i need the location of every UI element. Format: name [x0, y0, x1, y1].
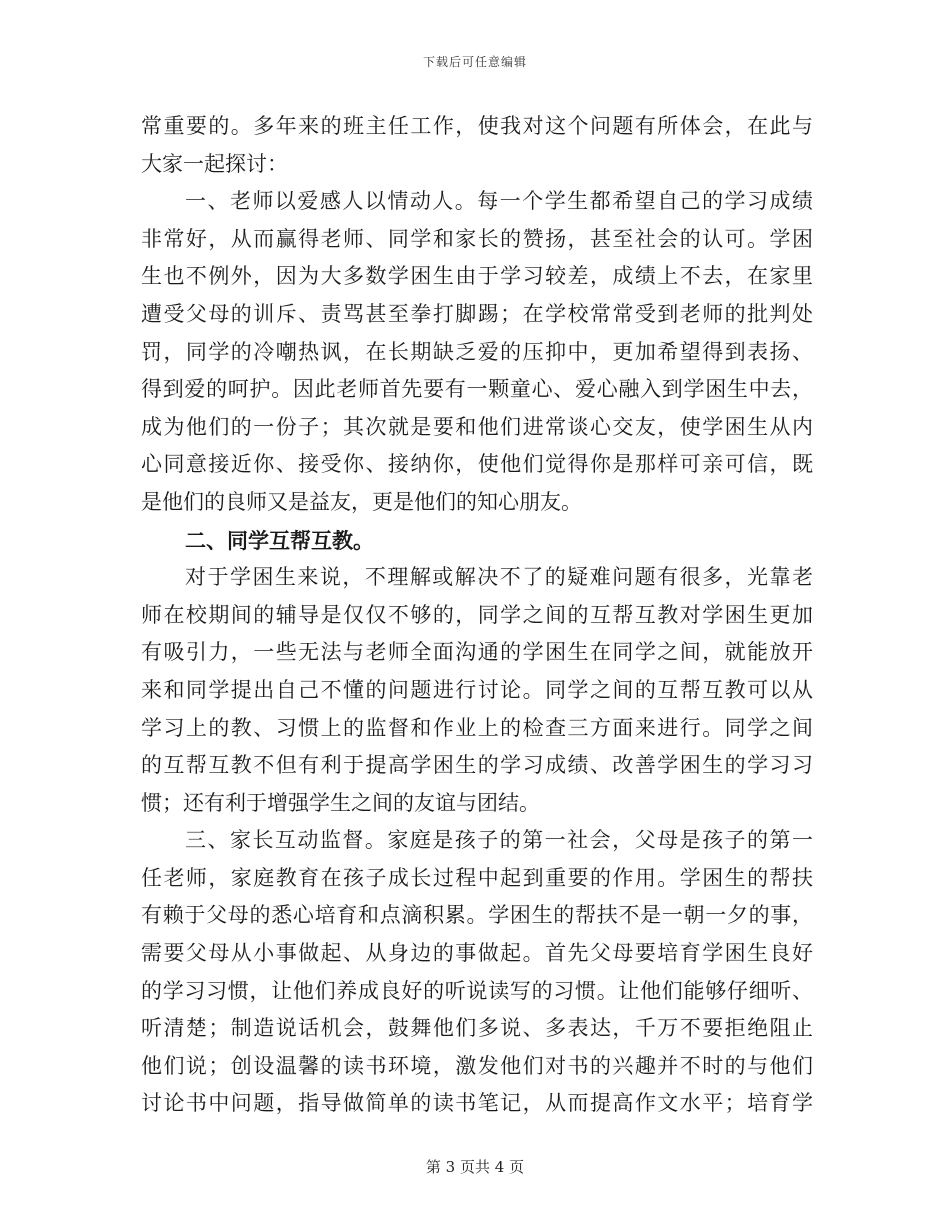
text-line: 学习上的教、习惯上的监督和作业上的检查三方面来进行。同学之间: [141, 715, 813, 740]
text-line: 三、家长互动监督。家庭是孩子的第一社会，父母是孩子的第一: [185, 828, 813, 853]
text-line: 大家一起探讨：: [141, 151, 288, 176]
text-line: 的学习习惯，让他们养成良好的听说读写的习惯。让他们能够仔细听、: [141, 978, 813, 1003]
text-line: 有吸引力，一些无法与老师全面沟通的学困生在同学之间，就能放开: [141, 640, 813, 665]
text-line: 是他们的良师又是益友，更是他们的知心朋友。: [141, 489, 582, 514]
text-line: 常重要的。多年来的班主任工作，使我对这个问题有所体会，在此与: [141, 114, 813, 138]
text-line: 成为他们的一份子；其次就是要和他们进常谈心交友，使学困生从内: [141, 414, 813, 439]
text-line: 师在校期间的辅导是仅仅不够的，同学之间的互帮互教对学困生更加: [141, 602, 813, 627]
text-line: 遭受父母的训斥、责骂甚至拳打脚踢；在学校常常受到老师的批判处: [141, 301, 813, 326]
page-footer: 第 3 页共 4 页: [425, 1158, 525, 1176]
text-line: 任老师，家庭教育在孩子成长过程中起到重要的作用。学困生的帮扶: [141, 865, 813, 890]
text-line: 他们说；创设温馨的读书环境，激发他们对书的兴趣并不时的与他们: [141, 1053, 813, 1078]
text-line: 心同意接近你、接受你、接纳你，使他们觉得你是那样可亲可信，既: [141, 452, 813, 477]
text-line: 对于学困生来说，不理解或解决不了的疑难问题有很多，光靠老: [185, 565, 813, 590]
page-header: 下载后可任意编辑: [422, 55, 527, 69]
text-line: 讨论书中问题，指导做简单的读书笔记，从而提高作文水平；培育学: [141, 1091, 813, 1116]
text-line: 罚，同学的冷嘲热讽，在长期缺乏爱的压抑中，更加希望得到表扬、: [141, 339, 813, 364]
text-line: 得到爱的呵护。因此老师首先要有一颗童心、爱心融入到学困生中去，: [141, 377, 813, 402]
text-line: 听清楚；制造说话机会，鼓舞他们多说、多表达，千万不要拒绝阻止: [141, 1016, 813, 1041]
text-line: 非常好，从而赢得老师、同学和家长的赞扬，甚至社会的认可。学困: [141, 226, 813, 251]
text-line: 来和同学提出自己不懂的问题进行讨论。同学之间的互帮互教可以从: [141, 677, 813, 702]
text-line: 的互帮互教不但有利于提高学困生的学习成绩、改善学困生的学习习: [141, 753, 813, 778]
section-heading: 二、同学互帮互教。: [185, 527, 374, 553]
text-line: 生也不例外，因为大多数学困生由于学习较差，成绩上不去，在家里: [141, 264, 813, 289]
text-line: 有赖于父母的悉心培育和点滴积累。学困生的帮扶不是一朝一夕的事，: [141, 903, 813, 928]
text-line: 惯；还有利于增强学生之间的友谊与团结。: [141, 790, 540, 815]
document-body: [141, 108, 813, 1123]
text-line: 需要父母从小事做起、从身边的事做起。首先父母要培育学困生良好: [141, 941, 813, 966]
text-line: 一、老师以爱感人以情动人。每一个学生都希望自己的学习成绩: [185, 189, 813, 214]
